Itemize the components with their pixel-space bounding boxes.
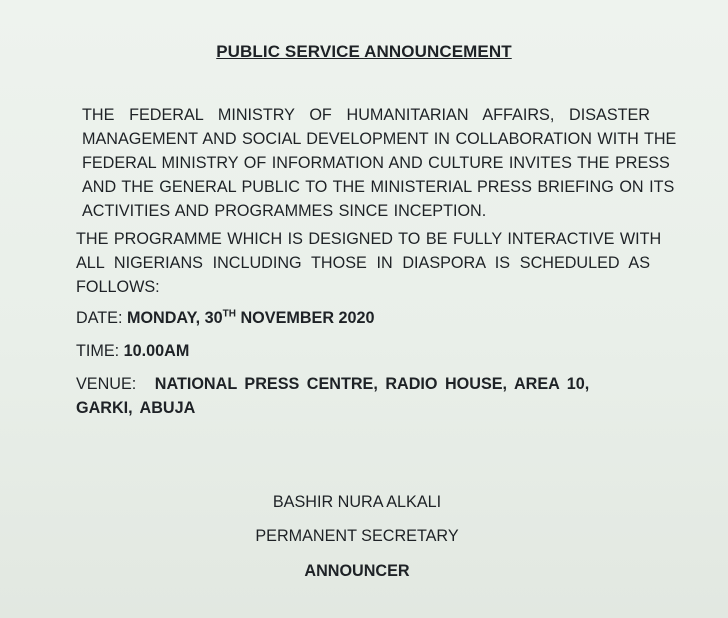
time-value: 10.00AM [123,342,190,360]
date-field [76,307,375,329]
signatory-title: PERMANENT SECRETARY [255,527,459,545]
paragraph-line: ALL NIGERIANS INCLUDING THOSE IN DIASPORA IS SCHEDULED AS [76,254,650,272]
time-label: TIME: [76,342,120,360]
venue-value-line2: GARKI, ABUJA [76,399,196,417]
date-label: DATE: [76,309,123,327]
signatory-name: BASHIR NURA ALKALI [272,493,442,511]
venue-label: VENUE: [76,375,137,393]
signatory-role: ANNOUNCER [304,562,410,580]
paragraph-line: MANAGEMENT AND SOCIAL DEVELOPMENT IN COLLABORATION WITH THE [82,130,677,148]
venue-value-line1: NATIONAL PRESS CENTRE, RADIO HOUSE, AREA 10, [154,375,590,393]
date-value-day: MONDAY, 30 [126,309,223,327]
invitation-paragraph [82,103,677,223]
paragraph-line: AND THE GENERAL PUBLIC TO THE MINISTERIAL PRESS BRIEFING ON ITS [82,178,675,196]
date-value-ordinal: TH [222,308,236,320]
paragraph-line: FOLLOWS: [76,278,160,296]
document-title: PUBLIC SERVICE ANNOUNCEMENT [216,42,512,61]
schedule-paragraph [76,227,662,299]
paragraph-line: THE FEDERAL MINISTRY OF HUMANITARIAN AFFAIRS, DISASTER [82,106,650,124]
paragraph-line: FEDERAL MINISTRY OF INFORMATION AND CULTURE INVITES THE PRESS [82,154,670,172]
date-value-month-year: NOVEMBER 2020 [240,309,375,327]
paragraph-line: ACTIVITIES AND PROGRAMMES SINCE INCEPTION. [82,202,487,220]
paragraph-line: THE PROGRAMME WHICH IS DESIGNED TO BE FULLY INTERACTIVE WITH [76,230,662,248]
date-value [127,309,375,327]
venue-field [76,372,650,420]
time-field [76,340,189,362]
